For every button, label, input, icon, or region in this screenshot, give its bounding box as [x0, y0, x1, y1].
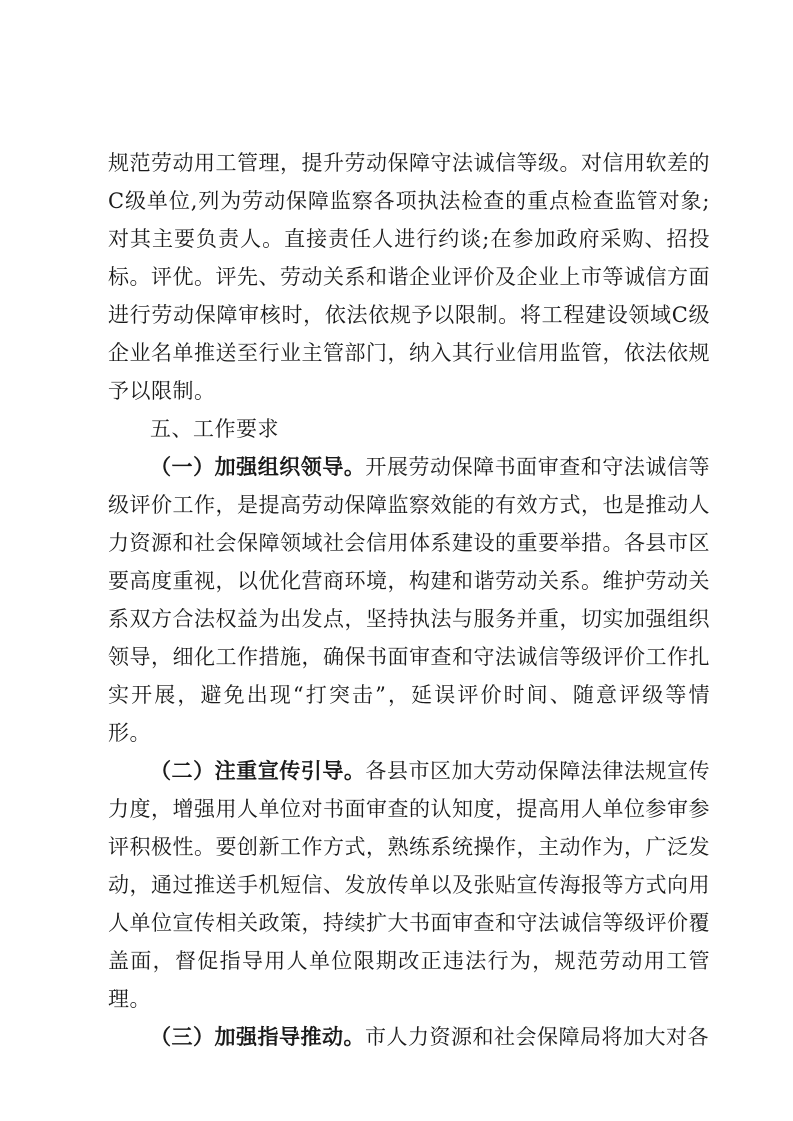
paragraph-item-2	[108, 752, 710, 1018]
paragraph-item-3	[108, 1018, 710, 1056]
item-1-title: （一）加强组织领导。	[150, 454, 366, 479]
document-body	[108, 144, 710, 1056]
paragraph-intro: 规范劳动用工管理，提升劳动保障守法诚信等级。对信用软差的C级单位,列为劳动保障监察各项执法检查的重点检查监管对象;对其主要负责人。直接责任人进行约谈;在参加政府采购、招投标。评优。评先、劳动关系和谐企业评价及企业上市等诚信方面进行劳动保障审核时，依法依规予以限制。将工程建设领域C级企业名单推送至行业主管部门，纳入其行业信用监管，依法依规予以限制。	[108, 151, 710, 403]
item-3-title: （三）加强指导推动。	[150, 1024, 365, 1049]
item-1-body: 开展劳动保障书面审查和守法诚信等级评价工作，是提高劳动保障监察效能的有效方式，也是推动人力资源和社会保障领域社会信用体系建设的重要举措。各县市区要高度重视，以优化营商环境，构建和谐劳动关系。维护劳动关系双方合法权益为出发点，坚持执法与服务并重，切实加强组织领导，细化工作措施，确保书面审查和守法诚信等级评价工作扎实开展，避免出现“打突击”，延误评价时间、随意评级等情形。	[108, 455, 711, 745]
item-2-title: （二）注重宣传引导。	[150, 758, 366, 783]
paragraph-item-1	[108, 448, 710, 752]
section-five-heading: 五、工作要求	[150, 417, 279, 441]
item-2-body: 各县市区加大劳动保障法律法规宣传力度，增强用人单位对书面审查的认知度，提高用人单位参审参评积极性。要创新工作方式，熟练系统操作，主动作为，广泛发动，通过推送手机短信、发放传单以及张贴宣传海报等方式向用人单位宣传相关政策，持续扩大书面审查和守法诚信等级评价覆盖面，督促指导用人单位限期改正违法行为，规范劳动用工管理。	[108, 759, 711, 1011]
item-3-body: 市人力资源和社会保障局将加大对各	[365, 1025, 709, 1049]
